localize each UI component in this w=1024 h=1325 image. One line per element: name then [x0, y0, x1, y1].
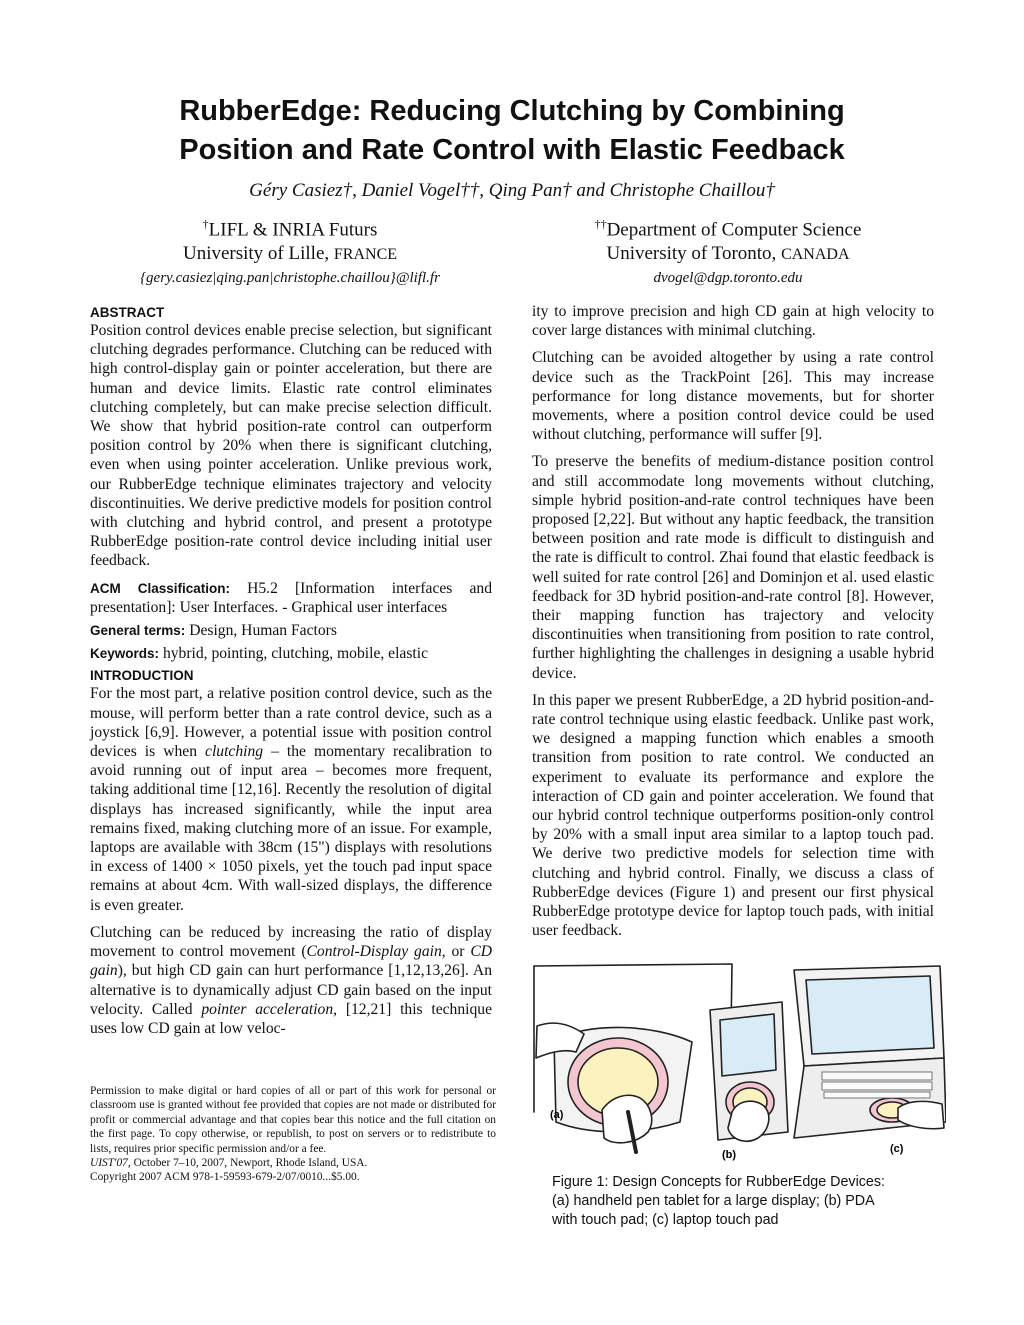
general-terms-text: Design, Human Factors: [189, 622, 337, 640]
conference-line: [90, 1156, 496, 1170]
intro-p2-part-d: , [12,21] this technique uses low CD gain at low veloc-: [90, 1000, 492, 1037]
conference-name: UIST'07,: [90, 1157, 131, 1170]
authors: Géry Casiez†, Daniel Vogel††, Qing Pan† and Christophe Chaillou†: [249, 180, 775, 201]
abstract-text: Position control devices enable precise selection, but significant clutching degrades performance. Clutching can be reduced with high control-display gain or pointer acceleration, but there are human and device limits. Elastic rate control eliminates clutching completely, but can make precise selection difficult. We show that hybrid position-rate control can outperform position control by 20% when there is significant clutching, even when using pointer acceleration. Unlike previous work, our RubberEdge technique eliminates trajectory and velocity discontinuities. We derive predictive models for position control with clutching and hybrid control, and present a prototype RubberEdge position-rate control device including initial user feedback.: [90, 322, 492, 570]
affiliation-right: [548, 212, 908, 289]
keywords-label: Keywords:: [90, 646, 160, 662]
affil-left-line1: LIFL & INRIA Futurs: [208, 219, 378, 241]
conference-details: October 7–10, 2007, Newport, Rhode Island, USA.: [130, 1157, 368, 1170]
intro-p2-part-c: ), but high CD gain can hurt performance [1,12,13,26]. An alternative is to dynamically adjust CD gain based on the input velocity. Called: [90, 962, 492, 1018]
intro-p2-part-a: Clutching can be reduced by increasing the ratio of display movement to control movement (: [90, 923, 492, 961]
laptop-screen: [806, 976, 934, 1054]
introduction-paragraph-2: [90, 923, 492, 1038]
title-line-1: RubberEdge: Reducing Clutching by Combining: [179, 95, 845, 127]
right-hand-a: [602, 1095, 652, 1143]
affil-right-mark: ††: [594, 217, 607, 231]
figure-1-drawing: [532, 962, 946, 1168]
right-paragraph-1: ity to improve precision and high CD gain at high velocity to cover large distances with minimal clutching.: [532, 303, 934, 340]
abstract-heading: ABSTRACT: [90, 305, 165, 320]
intro-p1-emphasis: clutching: [205, 743, 264, 761]
permission-text: Permission to make digital or hard copies of all or part of this work for personal or classroom use is granted without fee provided that copies are not made or distributed for profit or commercial advantage and that copies bear this notice and the full citation on the first page. To copy otherwise, or republish, to post on servers or to redistribute to lists, requires prior specific permission and/or a fee.: [90, 1085, 496, 1155]
introduction-heading: INTRODUCTION: [90, 668, 194, 684]
affil-right-country: CANADA: [781, 246, 850, 264]
intro-p1-part-b: – the momentary recalibration to avoid running out of input area – becomes more frequent, taking additional time [12,16]. Recently the resolution of digital displays has increased significantly, while the input area remains fixed, making clutching more of an issue. For example, laptops are available with 38cm (15") displays with resolutions in excess of 1400 × 1050 pixels, yet the touch pad input space remains at about 4cm. With wall-sized displays, the difference is even greater.: [90, 743, 492, 914]
caption-line-1: Figure 1: Design Concepts for RubberEdge Devices:: [552, 1174, 885, 1190]
right-column: [532, 302, 934, 949]
introduction-paragraph-1: [90, 684, 492, 914]
title-line-2: Position and Rate Control with Elastic Feedback: [179, 134, 845, 166]
figure-label-b: (b): [722, 1149, 737, 1161]
intro-p2-emphasis-3: pointer acceleration: [201, 1000, 334, 1018]
right-paragraph-2: Clutching can be avoided altogether by using a rate control device such as the TrackPoint [26]. This may increase performance for long distance movements, but for shorter movements, where a position control device could be used without clutching, performance will suffer [9].: [532, 349, 934, 444]
general-terms: [90, 621, 492, 640]
keywords-text: hybrid, pointing, clutching, mobile, elastic: [162, 645, 428, 663]
paper-title: [90, 92, 934, 170]
acm-classification: [90, 579, 492, 617]
intro-p2-emphasis-2: CD gain: [90, 943, 492, 980]
left-column: [90, 302, 492, 1046]
laptop-keyboard: [822, 1072, 932, 1098]
general-terms-label: General terms:: [90, 623, 186, 639]
acm-classification-text: H5.2 [Information interfaces and presentation]: User Interfaces. - Graphical user interfaces: [90, 579, 492, 616]
affil-left-line2: University of Lille,: [182, 243, 330, 265]
keywords: [90, 644, 492, 663]
affil-right-line2: University of Toronto,: [606, 243, 777, 265]
figure-label-a: (a): [550, 1109, 564, 1121]
acm-classification-label: ACM Classification:: [90, 580, 230, 596]
caption-line-2: (a) handheld pen tablet for a large display; (b) PDA: [552, 1193, 875, 1209]
figure-1-illustration: [532, 962, 946, 1168]
right-paragraph-4: In this paper we present RubberEdge, a 2D hybrid position-and-rate control technique using elastic feedback. Unlike past work, we designed a mapping function which enables a smooth transition from position to rate control. We conducted an experiment to evaluate its performance and explore the interaction of CD gain and pointer acceleration. We found that our hybrid control technique outperforms position-only control by 20% with a small input area similar to a laptop touch pad. We derive two predictive models for selection time with clutching and hybrid control. Finally, we discuss a class of RubberEdge devices (Figure 1) and present our first physical RubberEdge prototype device for laptop touch pads, with initial user feedback.: [532, 691, 934, 940]
pda-screen: [720, 1014, 776, 1076]
figure-label-c: (c): [890, 1143, 904, 1155]
affil-left-mark: †: [202, 217, 209, 231]
permission-notice: [90, 1084, 496, 1185]
right-paragraph-3: To preserve the benefits of medium-distance position control and still accommodate long movements without clutching, simple hybrid position-and-rate control techniques have been proposed [2,22]. But without any haptic feedback, the transition between position and rate mode is difficult to distinguish and the rate is difficult to control. Zhai found that elastic feedback is well suited for rate control [26] and Dominjon et al. used elastic feedback for 3D hybrid position-and-rate control [8]. However, their mapping function has trajectory and velocity discontinuities when transitioning from position to rate control, further highlighting the challenges in designing a usable hybrid device.: [532, 453, 934, 682]
affil-left-country: FRANCE: [333, 246, 398, 264]
copyright-line: Copyright 2007 ACM 978-1-59593-679-2/07/0010...$5.00.: [90, 1171, 360, 1184]
affiliation-left: [110, 212, 470, 289]
affil-right-email: dvogel@dgp.toronto.edu: [653, 270, 803, 287]
affil-left-email: {gery.casiez|qing.pan|christophe.chaillou}@lifl.fr: [140, 270, 440, 287]
intro-p2-emphasis-1: Control-Display gain: [306, 943, 442, 961]
affil-right-line1: Department of Computer Science: [606, 219, 862, 241]
intro-p1-part-a: For the most part, a relative position control device, such as the mouse, will perform better than a rate control device, such as a joystick [6,9]. However, a potential issue with position control devices is when: [90, 685, 492, 761]
intro-p2-part-b: , or: [441, 943, 471, 961]
figure-1-caption: [552, 1173, 924, 1230]
caption-line-3: with touch pad; (c) laptop touch pad: [552, 1212, 779, 1228]
